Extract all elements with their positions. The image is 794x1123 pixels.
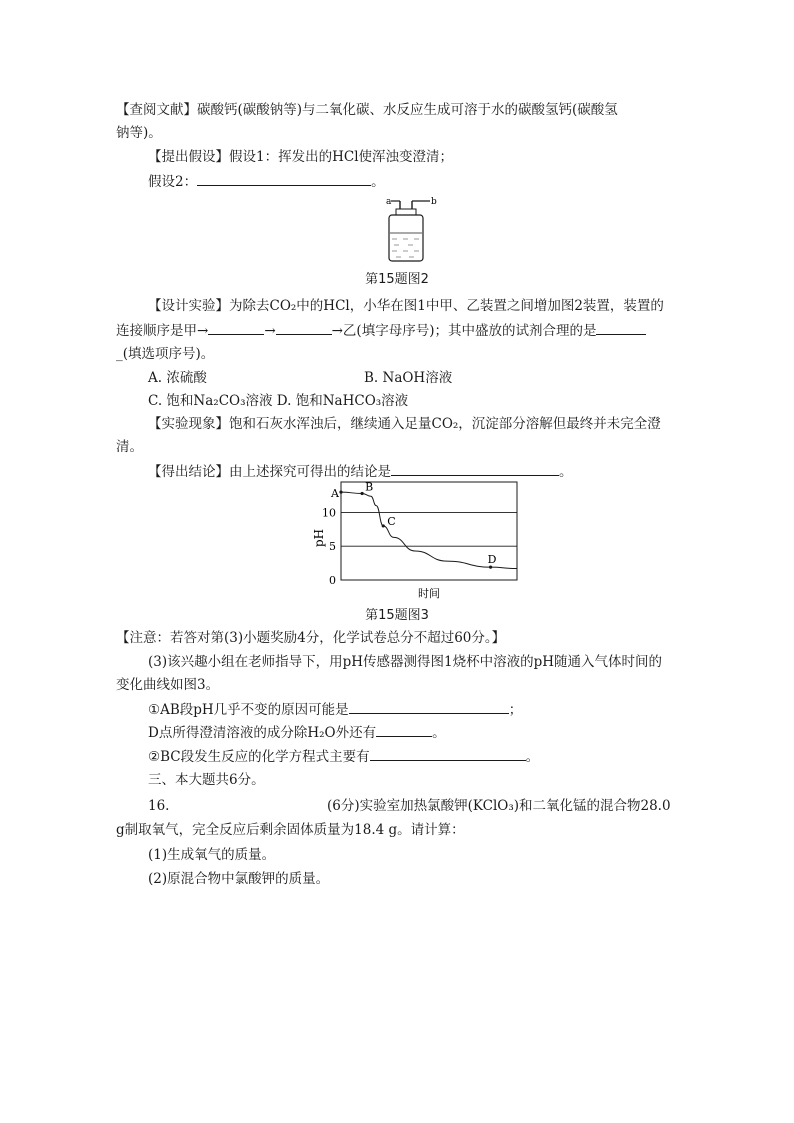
point-D-label: D — [487, 553, 497, 567]
answer-blank-order-2[interactable] — [276, 320, 332, 335]
gas-washing-bottle-figure — [378, 195, 438, 265]
text-line-phenomenon-cont: 清。 — [116, 439, 143, 455]
question-16-text: (6分)实验室加热氯酸钾(KClO₃)和二氧化锰的混合物28.0 — [327, 798, 671, 814]
ph-time-chart — [308, 478, 522, 602]
text-line-literature-cont: 钠等)。 — [116, 125, 162, 141]
fig2-label-b: b — [431, 197, 437, 207]
chart-gridlines — [341, 512, 517, 546]
hypothesis-2-label: 假设2： — [148, 174, 198, 190]
chart-ylabel: pH — [312, 528, 326, 548]
text-line-phenomenon: 【实验现象】饱和石灰水浑浊后，继续通入足量CO₂，沉淀部分溶解但最终并未完全澄 — [148, 416, 661, 432]
option-a: A. 浓硫酸 — [148, 370, 207, 386]
y-tick-label: 0 — [329, 574, 336, 587]
text-line-hypothesis-2: 假设2： 。 — [148, 171, 385, 192]
text-line-q3-cont: 变化曲线如图3。 — [116, 677, 220, 693]
options-c-d: C. 饱和Na₂CO₃溶液 D. 饱和NaHCO₃溶液 — [148, 393, 409, 409]
figure-2-caption: 第15题图2 — [365, 272, 429, 287]
answer-blank-conclusion[interactable] — [391, 461, 559, 476]
text-line-conclusion: 【得出结论】由上述探究可得出的结论是 。 — [148, 461, 573, 482]
text-line-select-hint: _(填选项序号)。 — [116, 346, 215, 362]
text-line-literature: 【查阅文献】碳酸钙(碳酸钠等)与二氧化碳、水反应生成可溶于水的碳酸氢钙(碳酸氢 — [116, 102, 618, 118]
point-A-marker — [339, 491, 342, 494]
option-b: B. NaOH溶液 — [364, 370, 453, 386]
answer-blank-reagent[interactable] — [596, 320, 646, 335]
text-line-note: 【注意：若答对第(3)小题奖励4分，化学试卷总分不超过60分。】 — [116, 630, 506, 646]
question-16-text-cont: g制取氧气，完全反应后剩余固体质量为18.4 g。请计算： — [116, 822, 465, 838]
question-16-part-1: (1)生成氧气的质量。 — [148, 847, 276, 863]
text-line-d-point: D点所得澄清溶液的成分除H₂O外还有 。 — [148, 722, 446, 743]
question-16-part-2: (2)原混合物中氯酸钾的质量。 — [148, 871, 330, 887]
point-B-label: B — [365, 480, 374, 494]
answer-blank-bc-equation[interactable] — [370, 746, 526, 761]
figure-3-caption: 第15题图3 — [365, 608, 429, 623]
text-line-hypothesis-1: 【提出假设】假设1：挥发出的HCl使浑浊变澄清； — [148, 149, 454, 165]
answer-blank-ab-reason[interactable] — [349, 699, 509, 714]
point-A-label: A — [331, 487, 339, 501]
answer-blank-hypothesis-2[interactable] — [197, 171, 371, 186]
point-C-label: C — [387, 514, 396, 528]
text-line-q3-2: ②BC段发生反应的化学方程式主要有 。 — [148, 746, 539, 767]
fig2-label-a: a — [386, 197, 392, 207]
y-tick-label: 5 — [329, 540, 336, 554]
answer-blank-order-1[interactable] — [208, 320, 264, 335]
point-B-marker — [361, 492, 364, 495]
chart-points — [330, 480, 497, 568]
text-line-q3-1: ①AB段pH几乎不变的原因可能是 ； — [148, 699, 522, 720]
text-line-q3: (3)该兴趣小组在老师指导下，用pH传感器测得图1烧杯中溶液的pH随通入气体时间的 — [148, 654, 663, 670]
section-heading-3: 三、本大题共6分。 — [148, 772, 265, 788]
chart-xlabel: 时间 — [418, 587, 440, 600]
text-line-connection-order: 连接顺序是甲→ → →乙(填字母序号)；其中盛放的试剂合理的是 — [116, 320, 646, 341]
text-line-design: 【设计实验】为除去CO₂中的HCl，小华在图1中甲、乙装置之间增加图2装置，装置的 — [148, 298, 664, 314]
y-tick-label: 10 — [322, 506, 336, 520]
answer-blank-d-components[interactable] — [376, 722, 432, 737]
point-C-marker — [382, 524, 385, 527]
question-16-number: 16. — [148, 798, 170, 814]
